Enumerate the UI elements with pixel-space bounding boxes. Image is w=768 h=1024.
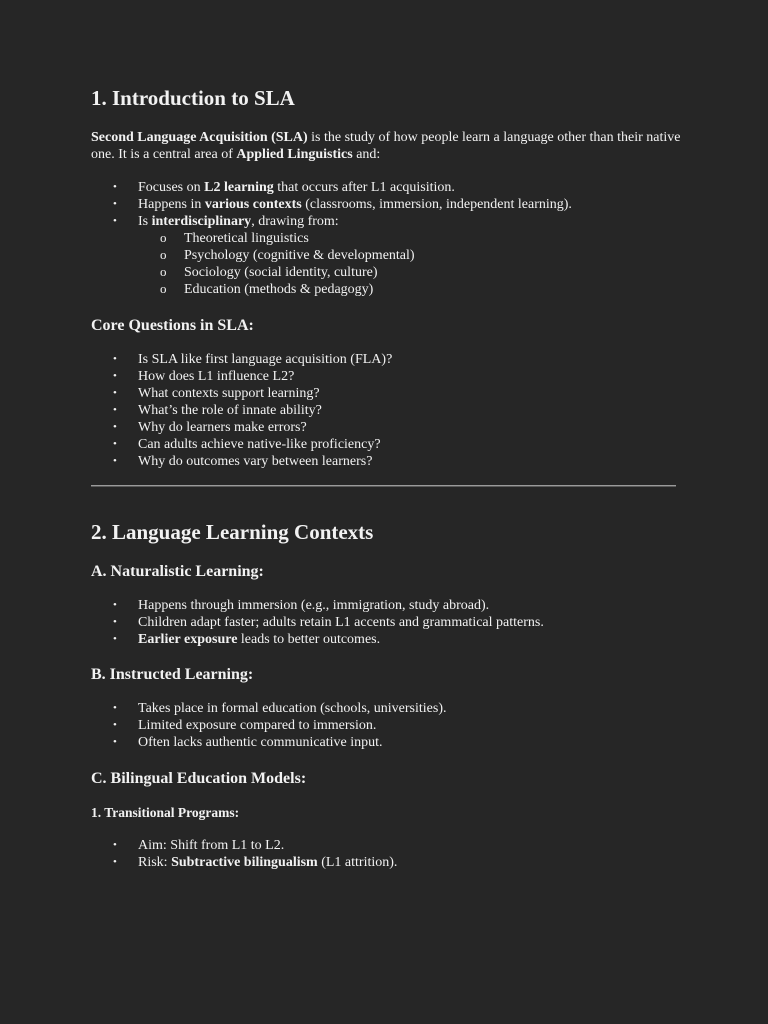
sub-bullet-icon: o	[160, 230, 167, 245]
list-item: • Risk: Subtractive bilingualism (L1 attrition).	[113, 855, 398, 870]
list-item: o Theoretical linguistics	[160, 230, 309, 246]
transitional-heading: 1. Transitional Programs:	[91, 805, 240, 820]
sla-features-list	[91, 179, 572, 298]
bullet-icon: •	[113, 633, 117, 645]
bullet-icon: •	[113, 370, 117, 382]
intro-bold-sla: Second Language Acquisition (SLA)	[91, 130, 308, 145]
bullet-icon: •	[113, 353, 117, 365]
bullet-icon: •	[113, 438, 117, 450]
section-2-title: 2. Language Learning Contexts	[91, 520, 374, 544]
bullet-icon: •	[113, 736, 117, 748]
list-item: • Happens in various contexts (classrooms, immersion, independent learning).	[113, 197, 572, 212]
bullet-icon: •	[113, 387, 117, 399]
bullet-icon: •	[113, 719, 117, 731]
bullet-icon: •	[113, 455, 117, 467]
sub-bullet-icon: o	[160, 264, 167, 279]
list-item: • Limited exposure compared to immersion.	[113, 718, 377, 733]
core-questions-list	[91, 351, 392, 470]
list-item: • What’s the role of innate ability?	[113, 403, 322, 418]
bullet-icon: •	[113, 215, 117, 227]
list-item: o Psychology (cognitive & developmental)	[160, 247, 415, 263]
list-item: • Why do outcomes vary between learners?	[113, 454, 373, 469]
intro-bold-applied-linguistics: Applied Linguistics	[236, 147, 353, 162]
sub-bullet-icon: o	[160, 281, 167, 296]
bullet-icon: •	[113, 421, 117, 433]
bullet-icon: •	[113, 404, 117, 416]
bullet-icon: •	[113, 198, 117, 210]
transitional-list	[91, 837, 397, 871]
list-item: • Earlier exposure leads to better outcomes.	[113, 632, 381, 647]
naturalistic-heading: A. Naturalistic Learning:	[91, 563, 264, 580]
intro-text-2: and:	[352, 147, 381, 162]
list-item: • Happens through immersion (e.g., immigration, study abroad).	[113, 598, 490, 613]
bullet-icon: •	[113, 702, 117, 714]
disciplines-sublist	[138, 230, 572, 298]
list-item: • How does L1 influence L2?	[113, 369, 295, 384]
instructed-heading: B. Instructed Learning:	[91, 666, 254, 683]
instructed-list	[91, 700, 446, 751]
list-item: o Education (methods & pedagogy)	[160, 281, 374, 297]
naturalistic-list	[91, 597, 544, 648]
bullet-icon: •	[113, 181, 117, 193]
list-item: • Is interdisciplinary, drawing from: o Theoretical linguistics o Psychology (cognitive & developmental) o Sociology (social identity, culture) o Education (methods & pedagogy)	[91, 213, 572, 298]
list-item: • Children adapt faster; adults retain L1 accents and grammatical patterns.	[113, 615, 544, 630]
core-questions-heading: Core Questions in SLA:	[91, 317, 254, 334]
list-item: • Takes place in formal education (schools, universities).	[113, 701, 447, 716]
intro-paragraph	[91, 129, 681, 163]
sub-bullet-icon: o	[160, 247, 167, 262]
section-divider	[91, 485, 676, 487]
list-item: o Sociology (social identity, culture)	[160, 264, 378, 280]
bullet-icon: •	[113, 839, 117, 851]
list-item: • Can adults achieve native-like proficiency?	[113, 437, 381, 452]
list-item: • Focuses on L2 learning that occurs after L1 acquisition.	[113, 180, 455, 195]
list-item: • Aim: Shift from L1 to L2.	[113, 838, 285, 853]
list-item: • Why do learners make errors?	[113, 420, 307, 435]
bullet-icon: •	[113, 856, 117, 868]
bilingual-heading: C. Bilingual Education Models:	[91, 770, 307, 787]
list-item: • Is SLA like first language acquisition (FLA)?	[113, 352, 393, 367]
list-item: • What contexts support learning?	[113, 386, 320, 401]
bullet-icon: •	[113, 599, 117, 611]
section-1-title: 1. Introduction to SLA	[91, 86, 295, 110]
list-item: • Often lacks authentic communicative input.	[113, 735, 383, 750]
intro-text-1: is the study of how people learn a language other than their native one. It is a central area of	[91, 130, 681, 162]
bullet-icon: •	[113, 616, 117, 628]
